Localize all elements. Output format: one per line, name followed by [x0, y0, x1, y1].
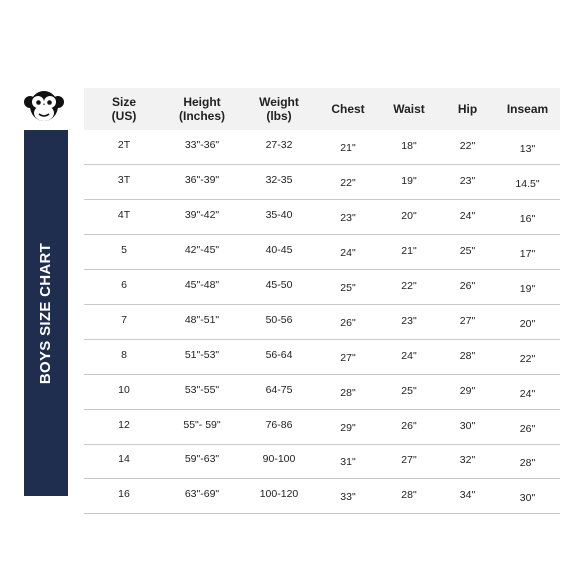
waist-cell: 26": [401, 419, 417, 432]
waist-cell: 19": [401, 175, 417, 188]
waist-cell: 24": [401, 349, 417, 362]
table-row: [84, 304, 560, 339]
height-cell: 53"-55": [184, 383, 220, 396]
size-cell: 8: [121, 348, 127, 361]
col-header-hip: Hip: [457, 102, 478, 116]
inseam-cell: 17": [519, 248, 536, 261]
chest-cell: 23": [340, 212, 356, 225]
table-row: [84, 235, 560, 270]
inseam-cell: 13": [519, 143, 536, 156]
size-cell: 12: [118, 418, 130, 431]
size-cell: 10: [118, 383, 130, 396]
size-chart-table: [84, 88, 560, 514]
height-cell: 36"-39": [184, 174, 220, 187]
chest-cell: 26": [340, 316, 356, 329]
hip-cell: 26": [459, 280, 476, 292]
height-cell: 45"-48": [184, 279, 220, 291]
waist-cell: 20": [401, 210, 417, 223]
weight-cell: 100-120: [259, 488, 299, 501]
inseam-cell: 26": [519, 422, 536, 435]
chest-cell: 21": [340, 142, 356, 155]
waist-cell: 25": [401, 384, 417, 397]
header-row: [84, 88, 560, 130]
size-cell: 3T: [117, 174, 131, 187]
waist-cell: 27": [401, 454, 417, 467]
hip-cell: 23": [459, 175, 476, 188]
chest-cell: 33": [340, 491, 356, 504]
weight-cell: 76-86: [265, 418, 293, 431]
col-header-weight: Weight (lbs): [259, 95, 299, 123]
waist-cell: 22": [401, 280, 417, 292]
table-row: [84, 479, 560, 514]
inseam-cell: 20": [519, 317, 536, 330]
hip-cell: 29": [459, 384, 476, 397]
hip-cell: 34": [459, 489, 476, 502]
height-cell: 39"-42": [184, 209, 220, 222]
side-title: BOYS SIZE CHART: [37, 242, 55, 384]
col-header-chest: Chest: [331, 102, 365, 116]
height-cell: 42"-45": [184, 244, 220, 257]
col-header-size: Size (US): [111, 95, 137, 123]
inseam-cell: 14.5": [515, 178, 540, 191]
waist-cell: 21": [401, 245, 417, 258]
weight-cell: 50-56: [265, 313, 293, 326]
col-header-inseam: Inseam: [506, 102, 549, 116]
size-cell: 7: [121, 313, 127, 326]
height-cell: 59"-63": [184, 453, 220, 466]
chest-cell: 25": [340, 282, 356, 294]
table-body: [84, 130, 560, 514]
chest-cell: 29": [340, 421, 356, 434]
table-row: [84, 200, 560, 235]
waist-cell: 18": [401, 140, 417, 153]
table-row: [84, 409, 560, 444]
chest-cell: 28": [340, 386, 356, 399]
hip-cell: 27": [459, 314, 476, 327]
hip-cell: 24": [459, 210, 476, 223]
weight-cell: 64-75: [265, 383, 293, 396]
size-cell: 4T: [117, 209, 131, 222]
col-header-height: Height (Inches): [178, 95, 225, 123]
weight-cell: 27-32: [265, 139, 293, 152]
monkey-face-icon: [24, 90, 64, 124]
height-cell: 55"- 59": [183, 418, 221, 431]
size-cell: 14: [118, 453, 130, 466]
table-row: [84, 374, 560, 409]
inseam-cell: 30": [519, 492, 536, 505]
weight-cell: 56-64: [265, 348, 293, 361]
chest-cell: 24": [340, 247, 356, 260]
table-row: [84, 165, 560, 200]
side-title-bar: [24, 130, 68, 496]
size-cell: 2T: [117, 139, 131, 152]
weight-cell: 90-100: [262, 453, 296, 466]
inseam-cell: 19": [519, 283, 536, 295]
hip-cell: 22": [459, 140, 476, 153]
chest-cell: 31": [340, 456, 356, 469]
waist-cell: 23": [401, 314, 417, 327]
table-row: [84, 130, 560, 165]
weight-cell: 45-50: [265, 279, 293, 291]
hip-cell: 32": [459, 454, 476, 467]
inseam-cell: 28": [519, 457, 536, 470]
chest-cell: 27": [340, 351, 356, 364]
weight-cell: 35-40: [265, 209, 293, 222]
height-cell: 63"-69": [184, 488, 220, 501]
table-row: [84, 444, 560, 479]
hip-cell: 30": [459, 419, 476, 432]
chest-cell: 22": [340, 177, 356, 190]
size-cell: 16: [118, 488, 130, 501]
height-cell: 33"-36": [184, 139, 220, 152]
hip-cell: 25": [459, 245, 476, 258]
inseam-cell: 16": [519, 213, 536, 226]
hip-cell: 28": [459, 349, 476, 362]
weight-cell: 40-45: [265, 244, 293, 257]
col-header-waist: Waist: [393, 102, 425, 116]
waist-cell: 28": [401, 489, 417, 502]
inseam-cell: 24": [519, 387, 536, 400]
table-row: [84, 270, 560, 305]
height-cell: 51"-53": [184, 348, 220, 361]
size-cell: 5: [121, 244, 127, 257]
table-row: [84, 339, 560, 374]
inseam-cell: 22": [519, 352, 536, 365]
size-cell: 6: [121, 279, 127, 291]
height-cell: 48"-51": [184, 313, 220, 326]
weight-cell: 32-35: [265, 174, 293, 187]
